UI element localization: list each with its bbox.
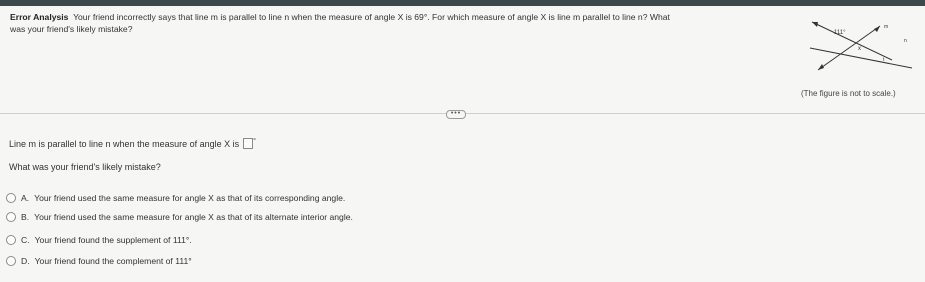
choice-text: Your friend found the complement of 111° — [34, 256, 192, 266]
transversal — [818, 26, 880, 70]
line-n-label: n — [904, 38, 907, 44]
expand-more-button[interactable]: ••• — [446, 110, 466, 119]
angle-x-label: x — [858, 46, 861, 52]
question-text — [10, 11, 810, 35]
line-t-label: t — [883, 57, 885, 63]
choice-b[interactable] — [6, 212, 353, 222]
mistake-prompt: What was your friend's likely mistake? — [9, 162, 161, 172]
choice-text: Your friend found the supplement of 111°. — [34, 235, 192, 245]
choice-d[interactable] — [6, 256, 192, 266]
figure-caption: (The figure is not to scale.) — [801, 89, 896, 98]
radio-button[interactable] — [6, 235, 16, 245]
transversal-arrow-top — [874, 26, 880, 32]
radio-button[interactable] — [6, 212, 16, 222]
parallel-lines-figure — [800, 20, 920, 90]
question-text-line2: was your friend's likely mistake? — [10, 24, 133, 34]
question-text-line1: Your friend incorrectly says that line m is parallel to line n when the measure of angle X is 69°. For which measure of angle X is line m parallel to line n? What — [73, 12, 670, 22]
choice-a[interactable] — [6, 193, 345, 203]
choice-letter: B. — [21, 212, 30, 222]
top-bar — [0, 0, 925, 6]
choice-c[interactable] — [6, 235, 192, 245]
line-m — [812, 22, 892, 60]
line-m-label: m — [884, 24, 889, 30]
question-title: Error Analysis — [10, 12, 69, 22]
transversal-arrow-bottom — [818, 64, 824, 70]
answer-prefix: Line m is parallel to line n when the measure of angle X is — [9, 139, 240, 149]
angle-label-111: 111° — [834, 30, 846, 36]
choice-text: Your friend used the same measure for angle X as that of its alternate interior angle. — [34, 212, 353, 222]
radio-button[interactable] — [6, 256, 16, 266]
choice-letter: D. — [21, 256, 30, 266]
line-m-arrow — [812, 22, 818, 27]
choice-letter: A. — [21, 193, 30, 203]
choice-letter: C. — [21, 235, 30, 245]
answer-statement — [9, 138, 256, 149]
degree-symbol: ° — [253, 138, 256, 145]
answer-input-box[interactable] — [243, 138, 253, 149]
choice-text: Your friend used the same measure for angle X as that of its corresponding angle. — [34, 193, 346, 203]
radio-button[interactable] — [6, 193, 16, 203]
